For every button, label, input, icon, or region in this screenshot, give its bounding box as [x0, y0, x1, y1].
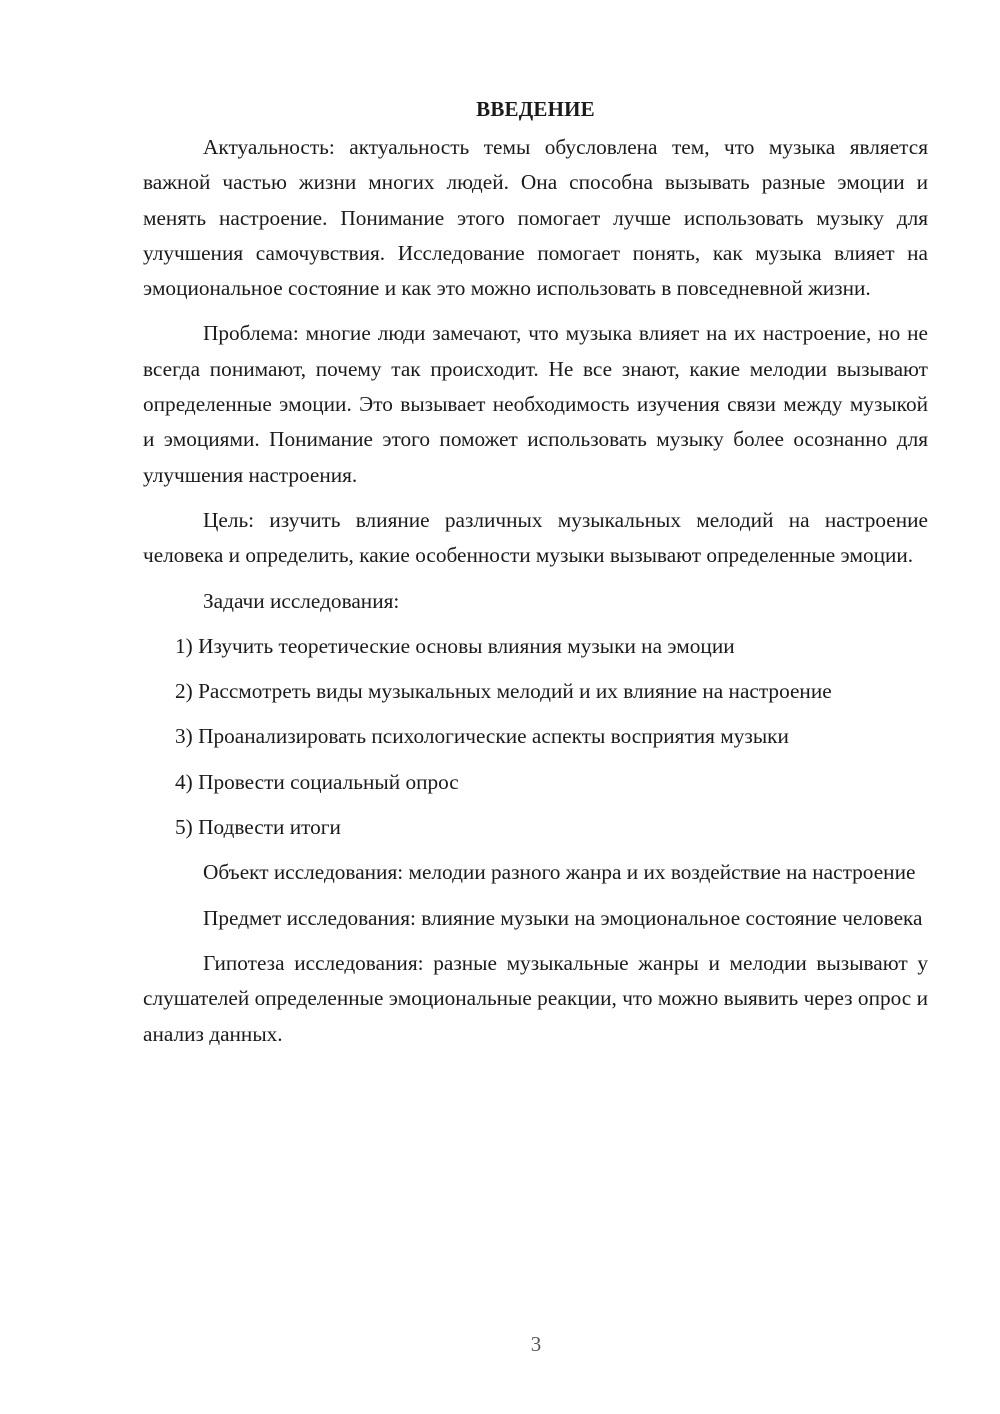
task-item-5: 5) Подвести итоги: [175, 815, 341, 840]
task-item-4: 4) Провести социальный опрос: [175, 769, 459, 794]
relevance-paragraph: Актуальность: актуальность темы обусловлена тем, что музыка является важной частью жизни многих людей. Она способна вызывать разные эмоции и менять настроение. Понимание этого помогает лучше использовать музыку для улучшения самочувствия. Исследование помогает понять, как музыка влияет на эмоциональное состояние и как это можно использовать в повседневной жизни.: [143, 135, 928, 301]
task-item-1: 1) Изучить теоретические основы влияния музыки на эмоции: [175, 633, 735, 658]
object-paragraph: Объект исследования: мелодии разного жанра и их воздействие на настроение: [203, 860, 916, 885]
subject-paragraph: Предмет исследования: влияние музыки на эмоциональное состояние человека: [203, 905, 923, 930]
page-content: [143, 92, 928, 1062]
tasks-heading: Задачи исследования:: [203, 588, 400, 613]
task-item-2: 2) Рассмотреть виды музыкальных мелодий и их влияние на настроение: [175, 679, 832, 704]
problem-paragraph: Проблема: многие люди замечают, что музыка влияет на их настроение, но не всегда понимают, почему так происходит. Не все знают, какие мелодии вызывают определенные эмоции. Это вызывает необходимость изучения связи между музыкой и эмоциями. Понимание этого поможет использовать музыку более осознанно для улучшения настроения.: [143, 321, 928, 487]
section-heading: ВВЕДЕНИЕ: [476, 97, 595, 121]
page-number: 3: [530, 1332, 542, 1356]
hypothesis-paragraph: Гипотеза исследования: разные музыкальные жанры и мелодии вызывают у слушателей определенные эмоциональные реакции, что можно выявить через опрос и анализ данных.: [143, 950, 928, 1046]
goal-paragraph: Цель: изучить влияние различных музыкальных мелодий на настроение человека и определить, какие особенности музыки вызывают определенные эмоции.: [143, 507, 928, 568]
task-item-3: 3) Проанализировать психологические аспекты восприятия музыки: [175, 724, 789, 749]
